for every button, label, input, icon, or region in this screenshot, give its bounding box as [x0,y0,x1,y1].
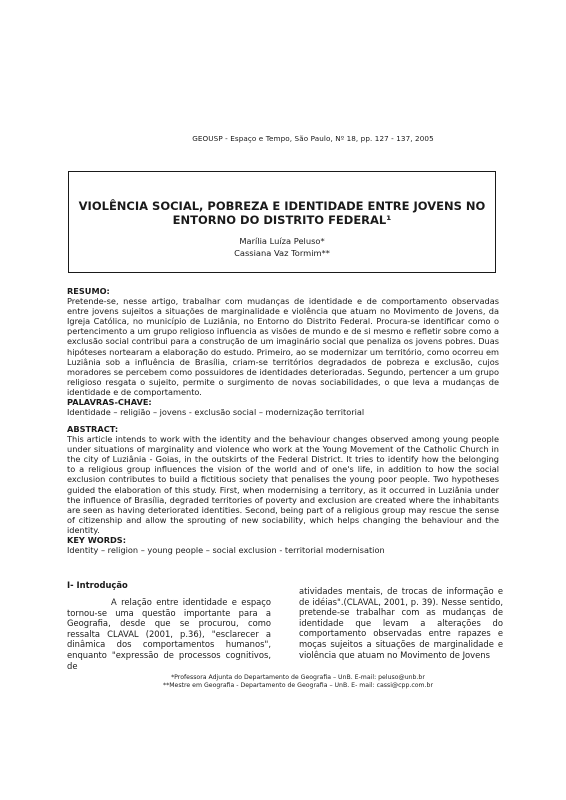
author-1: Marília Luíza Peluso* [239,236,325,246]
footnote-1: *Professora Adjunta do Departamento de Geografia – UnB. E-mail: peluso@unb.br [171,674,425,681]
intro-column-right [299,586,503,660]
resumo-heading: RESUMO: [67,286,110,296]
intro-column-left-text: A relação entre identidade e espaço tornou-se uma questão importante para a Geografia, desde que se procurou, como ressalta CLAVAL (2001, p.36), "esclarecer a dinâmica dos comportamentos humanos", enquanto "expressão de processos cognitivos, de [67,597,271,671]
palavras-chave-heading: PALAVRAS-CHAVE: [67,397,152,408]
footnote-2: **Mestre em Geografia - Departamento de Geografia – UnB. E- mail: cassi@cpp.com.br [163,682,433,689]
journal-header: GEOUSP - Espaço e Tempo, São Paulo, Nº 18, pp. 127 - 137, 2005 [192,134,434,143]
authors [69,236,495,259]
author-2: Cassiana Vaz Tormim** [234,247,330,258]
abstract-section [67,424,499,555]
title-box [68,171,496,273]
palavras-chave-text: Identidade – religião – jovens - exclusão social – modernização territorial [67,407,365,418]
resumo-section [67,286,499,417]
introduction-heading: I- Introdução [67,580,128,590]
resumo-text: Pretende-se, nesse artigo, trabalhar com mudanças de identidade e de comportamento observadas entre jovens sujeitos a situações de marginalidade e violência que atuam no Movimento de Jovens, da Igreja Católica, no município de Luziânia, no Entorno do Distrito Federal. Procura-se identificar como o pertencimento a um grupo religioso influencia as visões de mundo e de si mesmo e refletir sobre como a exclusão social contribui para a construção de um imaginário social que penaliza os jovens pobres. Duas hipóteses nortearam a elaboração do estudo. Primeiro, ao se modernizar um território, como ocorreu em Luziânia sob a influência de Brasília, criam-se territórios degradados de pobreza e exclusão, cujos moradores se percebem como possuidores de identidades deterioradas. Segundo, pertencer a um grupo religioso resgata o sujeito, permite o surgimento de novas sociabilidades, o que leva a mudanças de identidade e de comportamento. [67,296,499,397]
title-line-2: ENTORNO DO DISTRITO FEDERAL¹ [172,213,392,227]
abstract-text: This article intends to work with the identity and the behaviour changes observed among young people under situations of marginality and violence who work at the Young Movement of the Catholic Church in the city of Luziânia - Goias, in the outskirts of the Federal District. It tries to identify how the belonging to a religious group influences the vision of the world and of one's life, in addition to how the social exclusion contributes to build a fictitious society that penalises the young poor people. Two hypotheses guided the elaboration of this study. First, when modernising a territory, as it occurred in Luziânia under the influence of Brasília, degraded territories of poverty and exclusion are created where the inhabitants are seen as having deteriorated identities. Second, being part of a religious group may rescue the sense of citizenship and allow the sprouting of new sociability, which helps changing the behaviour and the identity. [67,434,499,535]
title-line-1: VIOLÊNCIA SOCIAL, POBREZA E IDENTIDADE ENTRE JOVENS NO [78,199,486,213]
abstract-heading: ABSTRACT: [67,424,119,434]
key-words-text: Identity – religion – young people – social exclusion - territorial modernisation [67,545,385,556]
intro-column-right-text: atividades mentais, de trocas de informação e de idéias".(CLAVAL, 2001, p. 39). Nesse sentido, pretende-se trabalhar com as mudanças de identidade que levam a alterações do comportamento observadas entre rapazes e moças sujeitos a situações de marginalidade e violência que atuam no Movimento de Jovens [299,586,503,660]
footnotes [0,674,566,690]
intro-column-left [67,597,271,671]
key-words-heading: KEY WORDS: [67,535,126,546]
article-title [69,199,495,227]
